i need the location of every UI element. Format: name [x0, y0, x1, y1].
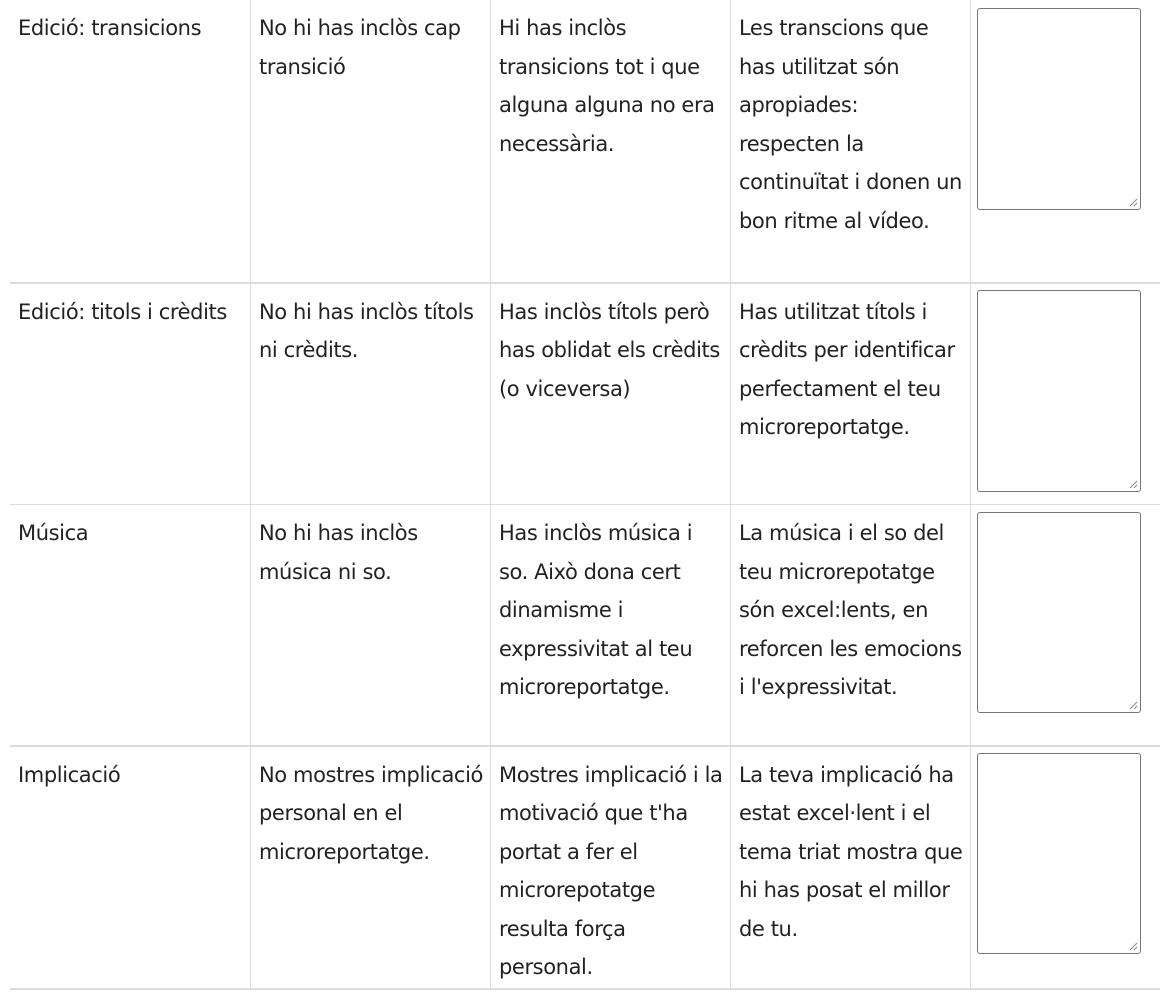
grade-textarea[interactable] — [977, 753, 1141, 954]
level-1-cell: No hi has inclòs música ni so. — [251, 505, 491, 745]
level-2-cell: Hi has inclòs transicions tot i que alguna alguna no era necessària. — [491, 0, 731, 282]
level-3-cell: La teva implicació ha estat excel·lent i el tema triat mostra que hi has posat el millor de tu. — [731, 747, 971, 989]
grade-cell — [971, 284, 1160, 504]
level-2-cell: Mostres implicació i la motivació que t'ha portat a fer el microrepotatge resulta força personal. — [491, 747, 731, 989]
level-1-cell: No hi has inclòs títols ni crèdits. — [251, 284, 491, 504]
level-2-cell: Has inclòs títols però has oblidat els crèdits (o viceversa) — [491, 284, 731, 504]
criterion-cell: Edició: titols i crèdits — [10, 284, 251, 504]
level-3-cell: Has utilitzat títols i crèdits per identificar perfectament el teu microreportatge. — [731, 284, 971, 504]
row-divider — [10, 988, 1160, 990]
level-2-cell: Has inclòs música i so. Això dona cert dinamisme i expressivitat al teu microreportatge. — [491, 505, 731, 745]
rubric-row — [10, 0, 1160, 282]
grade-textarea[interactable] — [977, 8, 1141, 210]
rubric-row — [10, 505, 1160, 745]
rubric-table — [10, 0, 1160, 989]
resize-grip-icon[interactable] — [1128, 479, 1138, 489]
rubric-row — [10, 747, 1160, 989]
resize-grip-icon[interactable] — [1128, 700, 1138, 710]
level-1-cell: No mostres implicació personal en el microreportatge. — [251, 747, 491, 989]
grade-cell — [971, 505, 1160, 745]
grade-cell — [971, 747, 1160, 989]
criterion-cell: Implicació — [10, 747, 251, 989]
grade-cell — [971, 0, 1160, 282]
level-3-cell: Les transcions que has utilitzat són apropiades: respecten la continuïtat i donen un bon ritme al vídeo. — [731, 0, 971, 282]
criterion-cell: Edició: transicions — [10, 0, 251, 282]
resize-grip-icon[interactable] — [1128, 941, 1138, 951]
grade-textarea[interactable] — [977, 512, 1141, 713]
grade-textarea[interactable] — [977, 290, 1141, 492]
level-1-cell: No hi has inclòs cap transició — [251, 0, 491, 282]
criterion-cell: Música — [10, 505, 251, 745]
rubric-row — [10, 284, 1160, 504]
level-3-cell: La música i el so del teu microrepotatge són excel:lents, en reforcen les emocions i l'expressivitat. — [731, 505, 971, 745]
resize-grip-icon[interactable] — [1128, 197, 1138, 207]
